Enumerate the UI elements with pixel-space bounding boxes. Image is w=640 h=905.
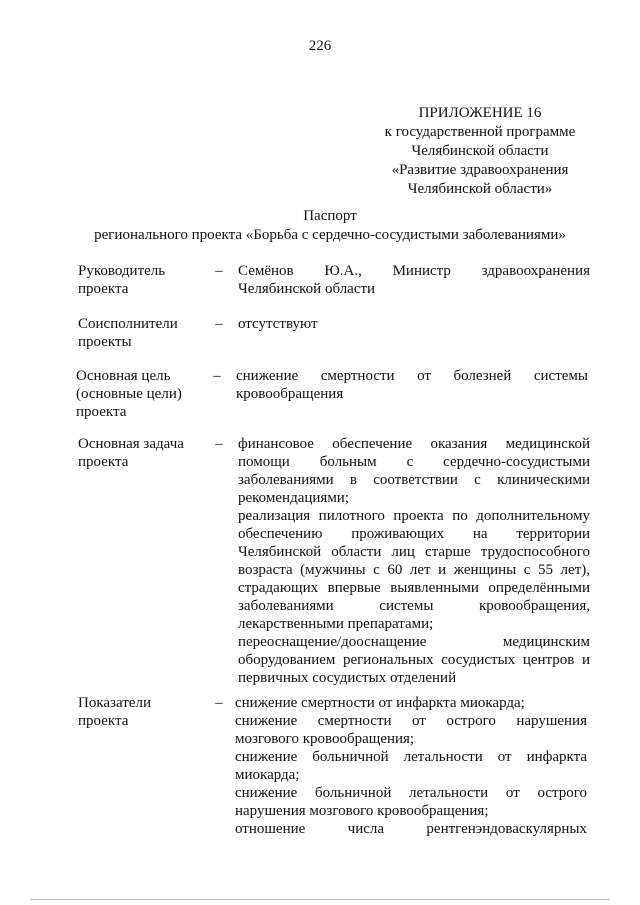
row-label [78,315,204,351]
label-line: Основная задача [78,436,184,452]
value-line: отсутствуют [238,316,318,332]
row-value [238,315,590,333]
row-value [236,367,588,403]
label-line: Соисполнители [78,316,178,332]
value-line: финансовое обеспечение оказания медицинской [238,436,590,452]
page-number: 226 [308,38,332,54]
label-line: Показатели [78,695,151,711]
value-line: лекарственными препаратами; [238,616,434,632]
appendix-title: ПРИЛОЖЕНИЕ 16 [418,105,542,121]
row-value [238,262,590,298]
row-value [238,435,590,687]
passport-heading [60,207,600,245]
value-line: заболеваниями в соответствии с клиническими [238,472,590,488]
row-dash: – [213,368,221,384]
appendix-header [360,104,600,199]
value-line: переоснащение/дооснащение медицинским [238,634,590,650]
appendix-line: Челябинской области [411,143,549,159]
value-line: отношение числа рентгенэндоваскулярных [235,821,587,837]
value-line: Челябинской области [238,281,376,297]
value-line: реализация пилотного проекта по дополнительному [238,508,590,524]
value-line: снижение больничной летальности от острого [235,785,587,801]
value-line: рекомендациями; [238,490,350,506]
label-line: Руководитель [78,263,166,279]
value-line: снижение больничной летальности от инфаркта [235,749,587,765]
label-line: проекты [78,334,132,350]
value-line: нарушения мозгового кровообращения; [235,803,489,819]
value-line: снижение смертности от инфаркта миокарда; [235,695,525,711]
row-dash: – [215,436,223,452]
row-dash: – [215,695,223,711]
appendix-line: к государственной программе [384,124,576,140]
scan-edge-line [30,899,610,900]
value-line: заболеваниями системы кровообращения, [238,598,590,614]
passport-subtitle: регионального проекта «Борьба с сердечно-сосудистыми заболеваниями» [94,227,566,243]
value-line: возраста (мужчины с 60 лет и женщины с 55 лет), [238,562,590,578]
label-line: проекта [76,404,127,420]
value-line: снижение смертности от острого нарушения [235,713,587,729]
value-line: помощи больным с сердечно-сосудистыми [238,454,590,470]
value-line: первичных сосудистых отделений [238,670,457,686]
value-line: мозгового кровообращения; [235,731,415,747]
row-label [78,262,204,298]
label-line: проекта [78,281,129,297]
passport-title: Паспорт [303,208,357,224]
label-line: проекта [78,713,129,729]
row-label [76,367,202,421]
appendix-line: «Развитие здравоохранения [391,162,569,178]
value-line: оборудованием региональных сосудистых центров и [238,652,590,668]
label-line: Основная цель [76,368,171,384]
appendix-line: Челябинской области» [407,181,553,197]
row-dash: – [215,316,223,332]
value-line: Семёнов Ю.А., Министр здравоохранения [238,263,590,279]
label-line: проекта [78,454,129,470]
row-label [78,694,204,730]
value-line: миокарда; [235,767,300,783]
row-dash: – [215,263,223,279]
value-line: обеспечению проживающих на территории [238,526,590,542]
value-line: снижение смертности от болезней системы [236,368,588,384]
value-line: страдающих впервые выявленными определёнными [238,580,590,596]
label-line: (основные цели) [76,386,182,402]
value-line: Челябинской области лиц старше трудоспособного [238,544,590,560]
value-line: кровообращения [236,386,344,402]
row-value [235,694,587,838]
row-label [78,435,204,471]
